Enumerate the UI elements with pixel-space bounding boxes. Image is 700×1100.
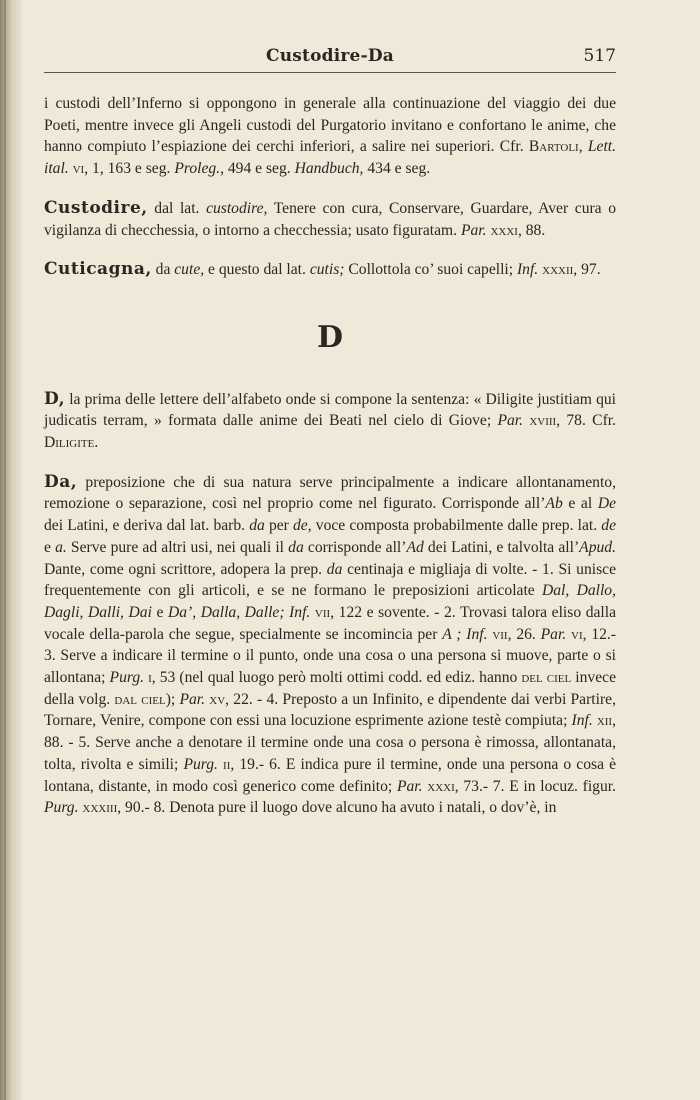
entry-d bbox=[44, 389, 616, 454]
text-run: voce composta probabilmente dalle prep. lat. bbox=[311, 517, 602, 535]
text-run: , 122 e sovente. - 2. Trovasi talora eliso dalla vocale della-parola che segue, specialmente se incomincia per bbox=[44, 603, 616, 643]
text-run: , 19.- 6. E indica pure il termine, onde una persona o cosa è lontana, distante, in modo così generico come definito; bbox=[44, 755, 616, 795]
book-spine bbox=[0, 0, 22, 1100]
term: a. bbox=[55, 538, 67, 556]
roman-numeral: xxxi bbox=[427, 777, 455, 795]
variant-reading: dal ciel bbox=[114, 690, 166, 708]
text-run: Tenere con cura, Conservare, Guardare, Aver cura o vigilanza di checchessia, o intorno a checchessia; usato figuratam. bbox=[44, 199, 617, 239]
text-run: dal lat. bbox=[147, 199, 207, 217]
roman-numeral: vii bbox=[314, 603, 331, 621]
term: de, bbox=[293, 517, 312, 535]
text-run: dei Latini, e talvolta all’ bbox=[423, 538, 580, 556]
entry-headword: D, bbox=[44, 388, 66, 409]
text-run: , 1, 163 e seg. bbox=[84, 160, 175, 178]
entry-headword: Custodire, bbox=[44, 197, 148, 218]
text-run: preposizione che di sua natura serve principalmente a indicare allontanamento, remozione o separazione, così nel proprio come nel figurato. Corrisponde all’ bbox=[44, 473, 616, 513]
citation-ref: Inf. bbox=[466, 625, 488, 643]
author-name: Bartoli bbox=[528, 138, 579, 156]
entry-cuticagna bbox=[44, 259, 616, 281]
text-run: , 73.- 7. E in locuz. figur. bbox=[454, 777, 617, 795]
citation-ref: Par. bbox=[179, 690, 206, 708]
roman-numeral: i bbox=[148, 669, 152, 687]
citation-ref: Purg. bbox=[44, 799, 79, 817]
text-run: . bbox=[94, 434, 99, 452]
text-run: e al bbox=[562, 495, 598, 513]
roman-numeral: xii bbox=[596, 712, 613, 730]
paragraph-custodi-continued bbox=[44, 93, 616, 180]
roman-numeral: xviii bbox=[529, 412, 557, 430]
citation-ref: Par. bbox=[497, 412, 524, 430]
citation-ref: Inf. bbox=[516, 261, 539, 279]
term: cute, bbox=[174, 261, 205, 279]
text-run: Serve pure ad altri usi, nei quali il bbox=[66, 538, 289, 556]
text-run: , 53 (nel qual luogo però molti ottimi codd. ed ediz. hanno bbox=[151, 669, 522, 687]
text-run: , 494 e seg. bbox=[220, 160, 295, 178]
text-run: , 88. bbox=[517, 221, 546, 239]
text-run: la prima delle lettere dell’alfabeto onde si compone la sentenza: « Diligite justitiam qui judicatis terram, » formata dalle anime dei Beati nel cielo di Giove; bbox=[44, 390, 616, 430]
variant-reading: del ciel bbox=[521, 669, 572, 687]
latin-term: custodire, bbox=[206, 199, 268, 217]
text-run: Collottola co’ suoi capelli; bbox=[344, 261, 517, 279]
citation-ref: Inf. bbox=[289, 603, 311, 621]
work-title: Proleg. bbox=[174, 160, 221, 178]
cross-reference: Diligite bbox=[44, 434, 95, 452]
citation-ref: Par. bbox=[540, 625, 567, 643]
roman-numeral: vii bbox=[492, 625, 508, 643]
page-number: 517 bbox=[583, 46, 616, 66]
text-run: i custodi dell’Inferno si oppongono in generale alla continuazione del viaggio dei due Poeti, mentre invece gli Angeli custodi del Purgatorio invitano e confortano le anime, che hanno compiuto l’espiazione dei cerchi inferiori, a salire nei superiori. Cfr. bbox=[44, 95, 616, 156]
entry-custodire bbox=[44, 198, 616, 241]
text-run: Dante, come ogni scrittore, adopera la prep. bbox=[44, 560, 327, 578]
text-run: dei Latini, e deriva dal lat. barb. bbox=[44, 517, 250, 535]
text-run: , 78. Cfr. bbox=[556, 412, 616, 430]
term: Dal, Dallo, Dagli, Dalli, Dai bbox=[44, 582, 616, 621]
text-run: e questo dal lat. bbox=[204, 261, 310, 279]
roman-numeral: ii bbox=[223, 755, 231, 773]
term: Da’, Dalla, Dalle; bbox=[167, 603, 285, 621]
entry-da bbox=[44, 472, 616, 819]
citation-ref: Par. bbox=[396, 777, 423, 795]
term: da bbox=[288, 538, 304, 556]
latin-term: Apud. bbox=[579, 538, 616, 556]
term: da bbox=[326, 560, 343, 578]
latin-term: Ad bbox=[406, 538, 424, 556]
latin-term: De bbox=[597, 495, 617, 513]
term: da bbox=[249, 517, 265, 535]
citation-ref: Purg. bbox=[109, 669, 145, 687]
work-title: Handbuch, bbox=[294, 160, 364, 178]
text-run: , 26. bbox=[507, 625, 541, 643]
text-run: e bbox=[151, 603, 168, 621]
latin-term: Ab bbox=[545, 495, 563, 513]
latin-term: cutis; bbox=[309, 261, 345, 279]
text-run: , 88. - 5. Serve anche a denotare il termine onde una cosa o persona è rimossa, allontanata, tolta, rivolta e simili; bbox=[44, 712, 616, 773]
entry-headword: Cuticagna, bbox=[44, 259, 152, 280]
body-text bbox=[44, 93, 616, 819]
term: de bbox=[601, 517, 616, 535]
text-run: corrisponde all’ bbox=[303, 538, 407, 556]
text-run: invece della volg. bbox=[44, 669, 616, 708]
work-title: Lett. ital. bbox=[44, 138, 617, 178]
text-run: da bbox=[151, 261, 175, 279]
entry-headword: Da, bbox=[44, 471, 78, 492]
roman-numeral: xv bbox=[209, 690, 226, 708]
term: A ; bbox=[442, 625, 462, 643]
text-run: ); bbox=[165, 690, 180, 708]
section-heading-letter: D bbox=[316, 319, 343, 355]
spine-shadow bbox=[4, 0, 6, 1100]
page bbox=[44, 42, 616, 819]
text-run: , 90.- 8. Denota pure il luogo dove alcuno ha avuto i natali, o dov’è, in bbox=[117, 799, 557, 817]
roman-numeral: xxxii bbox=[542, 261, 574, 279]
text-run: e bbox=[44, 538, 56, 556]
citation-ref: Inf. bbox=[571, 712, 593, 730]
running-header bbox=[44, 42, 616, 73]
roman-numeral: vi bbox=[571, 625, 583, 643]
text-run: per bbox=[264, 517, 293, 535]
text-run: , 22. - 4. Preposto a un Infinito, e dipendente dai verbi Partire, Tornare, Venire, compone con essi una locuzione esprimente azione testè compiuta; bbox=[44, 690, 616, 730]
roman-numeral: xxxi bbox=[490, 221, 518, 239]
text-run: centinaja e migliaja di volte. - 1. Si unisce frequentemente con gli articoli, e se ne formano le preposizioni articolate bbox=[44, 560, 617, 600]
citation-ref: Purg. bbox=[183, 755, 218, 773]
roman-numeral: vi bbox=[72, 160, 85, 178]
roman-numeral: xxxiii bbox=[82, 799, 118, 817]
text-run: , 12.- 3. Serve a indicare il termine o il punto, onde una cosa o una persona si muove, parte o si allontana; bbox=[44, 625, 616, 687]
header-title: Custodire-Da bbox=[266, 46, 394, 66]
citation-ref: Par. bbox=[460, 221, 487, 239]
text-run: , bbox=[578, 138, 588, 156]
text-run: 434 e seg. bbox=[363, 160, 431, 178]
text-run: , 97. bbox=[573, 261, 601, 279]
